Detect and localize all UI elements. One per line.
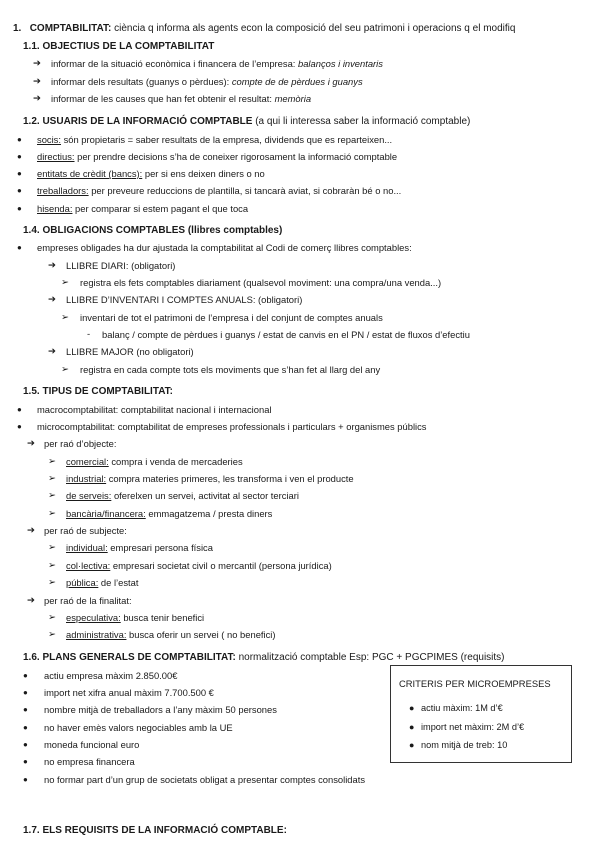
bullet-icon: ● [23, 775, 28, 784]
section-1-7-title: 1.7. ELS REQUISITS DE LA INFORMACIÓ COMPTABLE: [23, 825, 287, 836]
list-item: bancària/financera: emmagatzema / presta diners [66, 508, 273, 519]
bullet-icon: ● [17, 243, 22, 252]
box-row: actiu màxim: 1M d’€ [421, 703, 503, 713]
list-item: moneda funcional euro [44, 739, 140, 750]
bullet-icon: ● [23, 740, 28, 749]
list-item: administrativa: busca oferir un servei ( no benefici) [66, 629, 276, 640]
bullet-icon: ● [409, 703, 415, 713]
arrow-icon: ➔ [48, 294, 56, 305]
group-label: per raó de la finalitat: [44, 595, 132, 606]
list-item: individual: empresari persona física [66, 542, 213, 553]
list-item: col·lectiva: empresari societat civil o mercantil (persona jurídica) [66, 560, 332, 571]
list-item: empreses obligades ha dur ajustada la comptabilitat al Codi de comerç llibres comptables: [37, 242, 412, 253]
section-1-4-title: 1.4. OBLIGACIONS COMPTABLES (llibres comptables) [23, 225, 283, 236]
list-item: registra els fets comptables diariament (qualsevol moviment: una compra/una venda...) [80, 277, 442, 288]
triangle-arrow-icon: ➢ [61, 364, 69, 375]
bullet-icon: ● [17, 152, 22, 161]
dash-icon: - [87, 329, 91, 340]
group-label: per raó de subjecte: [44, 525, 127, 536]
triangle-arrow-icon: ➢ [48, 577, 56, 588]
section-1-6-title: 1.6. PLANS GENERALS DE COMPTABILITAT: normalització comptable Esp: PGC + PGCPIMES (requisits) [23, 652, 505, 663]
list-item: informar dels resultats (guanys o pèrdues): compte de de pèrdues i guanys [51, 76, 363, 87]
list-item: pública: de l’estat [66, 577, 139, 588]
arrow-icon: ➔ [33, 93, 41, 104]
section-1-1-title: 1.1. OBJECTIUS DE LA COMPTABILITAT [23, 41, 215, 52]
list-item: industrial: compra materies primeres, les transforma i ven el producte [66, 473, 354, 484]
triangle-arrow-icon: ➢ [48, 629, 56, 640]
arrow-icon: ➔ [27, 595, 35, 606]
section-title: COMPTABILITAT: [29, 23, 112, 34]
list-item: actiu empresa màxim 2.850.00€ [44, 670, 178, 681]
triangle-arrow-icon: ➢ [61, 277, 69, 288]
bullet-icon: ● [17, 405, 22, 414]
bullet-icon: ● [23, 671, 28, 680]
arrow-icon: ➔ [33, 58, 41, 69]
list-item: import net xifra anual màxim 7.700.500 € [44, 687, 214, 698]
triangle-arrow-icon: ➢ [48, 612, 56, 623]
bullet-icon: ● [17, 186, 22, 195]
section-1-heading [13, 22, 515, 35]
arrow-icon: ➔ [27, 438, 35, 449]
list-item: entitats de crèdit (bancs): per si ens deixen diners o no [37, 168, 265, 179]
bullet-icon: ● [409, 740, 415, 750]
list-item: informar de la situació econòmica i financera de l’empresa: balanços i inventaris [51, 58, 383, 69]
box-row: import net màxim: 2M d’€ [421, 722, 525, 732]
triangle-arrow-icon: ➢ [61, 312, 69, 323]
list-item: registra en cada compte tots els moviments que s’han fet al llarg del any [80, 364, 381, 375]
section-1-2-title: 1.2. USUARIS DE LA INFORMACIÓ COMPTABLE (a qui li interessa saber la informació comptable) [23, 116, 471, 127]
list-item: hisenda: per comparar si estem pagant el que toca [37, 203, 249, 214]
list-item: directius: per prendre decisions s’ha de coneixer rigorosament la informació comptable [37, 151, 398, 162]
list-item: treballadors: per preveure reduccions de plantilla, si tancarà aviat, si cobraràn bé o no... [37, 185, 402, 196]
arrow-icon: ➔ [48, 346, 56, 357]
list-item: informar de les causes que han fet obtenir el resultat: memòria [51, 93, 312, 104]
arrow-icon: ➔ [27, 525, 35, 536]
list-item: comercial: compra i venda de mercaderies [66, 456, 243, 467]
bullet-icon: ● [17, 204, 22, 213]
list-item: socis: són propietaris = saber resultats de la empresa, dividends que es reparteixen... [37, 134, 393, 145]
section-definition: ciència q informa als agents econ la composició del seu patrimoni i operacions q el modifiq [111, 23, 516, 34]
bullet-icon: ● [409, 722, 415, 732]
book-inventari: LLIBRE D’INVENTARI I COMPTES ANUALS: (obligatori) [66, 294, 303, 305]
bullet-icon: ● [23, 705, 28, 714]
triangle-arrow-icon: ➢ [48, 508, 56, 519]
microempreses-box [390, 665, 572, 763]
bullet-icon: ● [17, 422, 22, 431]
bullet-icon: ● [23, 757, 28, 766]
triangle-arrow-icon: ➢ [48, 560, 56, 571]
list-item: balanç / compte de pèrdues i guanys / estat de canvis en el PN / estat de fluxos d’efectiu [102, 329, 470, 340]
group-label: per raó d’objecte: [44, 438, 117, 449]
bullet-icon: ● [23, 723, 28, 732]
list-item: especulativa: busca tenir benefici [66, 612, 205, 623]
arrow-icon: ➔ [33, 76, 41, 87]
triangle-arrow-icon: ➢ [48, 490, 56, 501]
bullet-icon: ● [17, 135, 22, 144]
list-item: no empresa financera [44, 756, 135, 767]
triangle-arrow-icon: ➢ [48, 456, 56, 467]
section-1-5-title: 1.5. TIPUS DE COMPTABILITAT: [23, 386, 174, 397]
list-item: nombre mitjà de treballadors a l’any màxim 50 persones [44, 704, 277, 715]
list-item: inventari de tot el patrimoni de l’empresa i del conjunt de comptes anuals [80, 312, 383, 323]
list-item: microcomptabilitat: comptabilitat de empreses professionals i particulars + organismes públics [37, 421, 427, 432]
list-item: de serveis: oferelxen un servei, activitat al sector terciari [66, 490, 299, 501]
triangle-arrow-icon: ➢ [48, 542, 56, 553]
bullet-icon: ● [17, 169, 22, 178]
list-item: no haver emès valors negociables amb la UE [44, 722, 233, 733]
book-diari: LLIBRE DIARI: (obligatori) [66, 260, 176, 271]
arrow-icon: ➔ [48, 260, 56, 271]
bullet-icon: ● [23, 688, 28, 697]
box-row: nom mitjà de treb: 10 [421, 740, 508, 750]
section-number: 1. [13, 23, 22, 34]
list-item: no formar part d’un grup de societats obligat a presentar comptes consolidats [44, 774, 366, 785]
list-item: macrocomptabilitat: comptabilitat nacional i internacional [37, 404, 272, 415]
book-major: LLIBRE MAJOR (no obligatori) [66, 346, 194, 357]
box-title: CRITERIS PER MICROEMPRESES [399, 678, 551, 689]
triangle-arrow-icon: ➢ [48, 473, 56, 484]
